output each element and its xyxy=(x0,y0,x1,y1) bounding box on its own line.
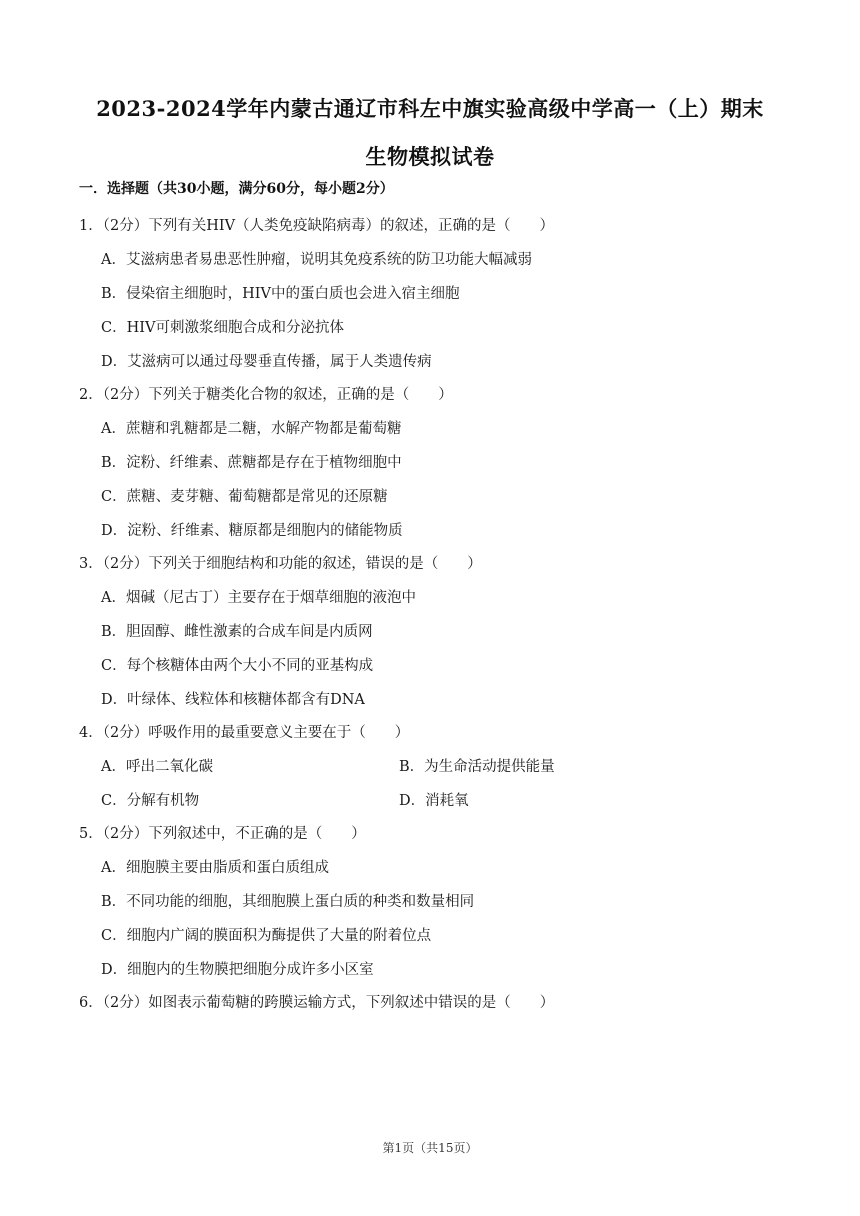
answer-option: B．淀粉、纤维素、蔗糖都是存在于植物细胞中 xyxy=(101,455,402,471)
answer-option: A．烟碱（尼古丁）主要存在于烟草细胞的液泡中 xyxy=(101,590,416,606)
question-stem: 6．（2分）如图表示葡萄糖的跨膜运输方式，下列叙述中错误的是（ ） xyxy=(79,995,555,1011)
question-stem: 4．（2分）呼吸作用的最重要意义主要在于（ ） xyxy=(79,725,410,741)
answer-option: C．每个核糖体由两个大小不同的亚基构成 xyxy=(101,658,374,674)
answer-option: C．HIV可刺激浆细胞合成和分泌抗体 xyxy=(101,320,344,336)
answer-option: D．艾滋病可以通过母婴垂直传播，属于人类遗传病 xyxy=(101,354,432,370)
answer-option: B．胆固醇、雌性激素的合成车间是内质网 xyxy=(101,624,373,640)
answer-option: B．侵染宿主细胞时，HIV中的蛋白质也会进入宿主细胞 xyxy=(101,286,460,302)
answer-option: A．艾滋病患者易患恶性肿瘤，说明其免疫系统的防卫功能大幅减弱 xyxy=(101,252,532,268)
answer-option: D．细胞内的生物膜把细胞分成许多小区室 xyxy=(101,962,374,978)
exam-title-line-2: 生物模拟试卷 xyxy=(365,144,495,169)
question-stem: 5．（2分）下列叙述中，不正确的是（ ） xyxy=(79,826,366,842)
exam-title-line-1: 2023-2024学年内蒙古通辽市科左中旗实验高级中学高一（上）期末 xyxy=(96,96,764,121)
answer-option: C．细胞内广阔的膜面积为酶提供了大量的附着位点 xyxy=(101,928,432,944)
answer-option: D．叶绿体、线粒体和核糖体都含有DNA xyxy=(101,692,365,708)
section-heading: 一．选择题（共30小题，满分60分，每小题2分） xyxy=(79,181,394,197)
question-stem: 3．（2分）下列关于细胞结构和功能的叙述，错误的是（ ） xyxy=(79,556,482,572)
answer-option: C．分解有机物 xyxy=(101,793,200,809)
question-stem: 2．（2分）下列关于糖类化合物的叙述，正确的是（ ） xyxy=(79,387,453,403)
answer-option: D．淀粉、纤维素、糖原都是细胞内的储能物质 xyxy=(101,523,403,539)
answer-option: B．为生命活动提供能量 xyxy=(399,759,555,775)
question-stem: 1．（2分）下列有关HIV（人类免疫缺陷病毒）的叙述，正确的是（ ） xyxy=(79,218,555,234)
answer-option: A．细胞膜主要由脂质和蛋白质组成 xyxy=(101,860,329,876)
answer-option: B．不同功能的细胞，其细胞膜上蛋白质的种类和数量相同 xyxy=(101,894,475,910)
answer-option: A．呼出二氧化碳 xyxy=(101,759,213,775)
answer-option: C．蔗糖、麦芽糖、葡萄糖都是常见的还原糖 xyxy=(101,489,388,505)
page-footer: 第1页（共15页） xyxy=(382,1141,478,1155)
answer-option: D．消耗氧 xyxy=(399,793,469,809)
answer-option: A．蔗糖和乳糖都是二糖，水解产物都是葡萄糖 xyxy=(101,421,402,437)
